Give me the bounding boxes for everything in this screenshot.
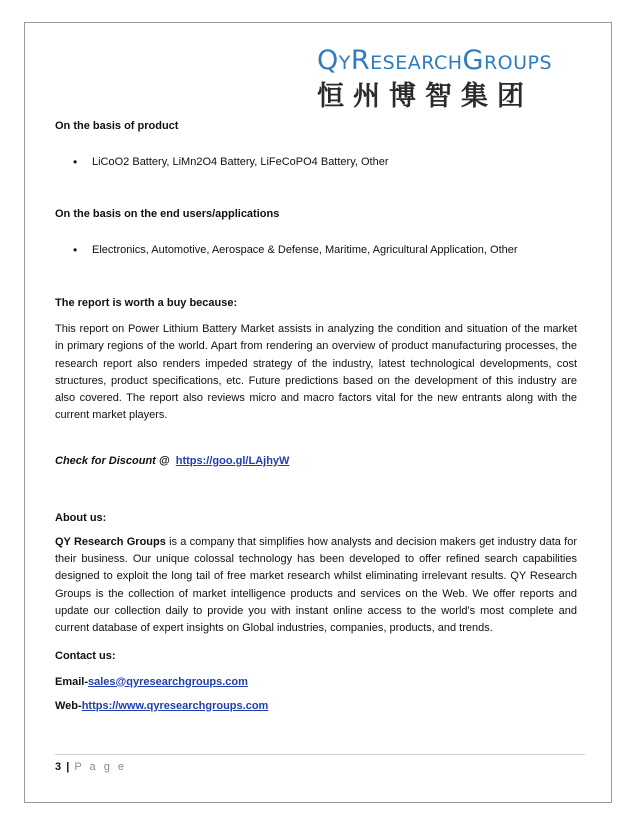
- applications-list: [55, 242, 577, 258]
- product-heading: On the basis of product: [55, 120, 179, 132]
- web-label: Web-: [55, 699, 82, 712]
- page-footer: [55, 754, 585, 773]
- document-body: [55, 118, 577, 714]
- page-word: P a g e: [74, 761, 127, 773]
- worth-paragraph: This report on Power Lithium Battery Market assists in analyzing the condition and situation of the market in primary regions of the world. Apart from rendering an overview of product manufacturing processes, the research report also renders impeded strategy of the industry, latest technological developments, cost structures, product specifications, etc. Future predictions based on the development of this industry are also covered. The report also reviews micro and macro factors vital for the new entrants along with the current market players.: [55, 323, 577, 422]
- company-logo: [317, 45, 595, 114]
- about-company-name: QY Research Groups: [55, 535, 166, 548]
- web-link[interactable]: https://www.qyresearchgroups.com: [81, 699, 269, 712]
- page-number: 3: [55, 761, 62, 773]
- web-line: [55, 698, 577, 714]
- email-label: Email-: [55, 675, 89, 688]
- page-number-label: [55, 761, 585, 773]
- contact-heading: Contact us:: [55, 649, 116, 662]
- discount-label: Check for Discount @: [55, 454, 170, 467]
- list-item: • LiCoO2 Battery, LiMn2O4 Battery, LiFeCoPO4 Battery, Other: [55, 154, 577, 170]
- product-list: [55, 154, 577, 170]
- about-heading: About us:: [55, 511, 107, 524]
- page-separator: |: [66, 761, 70, 773]
- about-paragraph: [55, 534, 577, 638]
- logo-chinese-text: 恒州博智集团: [317, 81, 533, 112]
- applications-heading: On the basis on the end users/applications: [55, 208, 280, 220]
- footer-divider: [55, 754, 585, 755]
- email-line: [55, 674, 577, 690]
- email-link[interactable]: sales@qyresearchgroups.com: [88, 675, 248, 688]
- worth-heading: The report is worth a buy because:: [55, 297, 238, 309]
- list-item: • Electronics, Automotive, Aerospace & Defense, Maritime, Agricultural Application, Other: [55, 242, 577, 258]
- discount-link[interactable]: https://goo.gl/LAjhyW: [175, 454, 290, 467]
- logo-english-text: QYRESEARCHGROUPS: [317, 45, 553, 76]
- discount-line: [55, 453, 577, 469]
- about-body: is a company that simplifies how analysts and decision makers get industry data for their business. Our unique colossal technology has been developed to offer refined search capabilities designed to exploit the long tail of free market research whilst eliminating irrelevant results. QY Research Groups is the collection of market intelligence products and services on the Web. We offer reports and update our collection daily to provide you with instant online access to the world's most complete and current database of expert insights on Global industries, companies, products, and trends.: [55, 535, 577, 635]
